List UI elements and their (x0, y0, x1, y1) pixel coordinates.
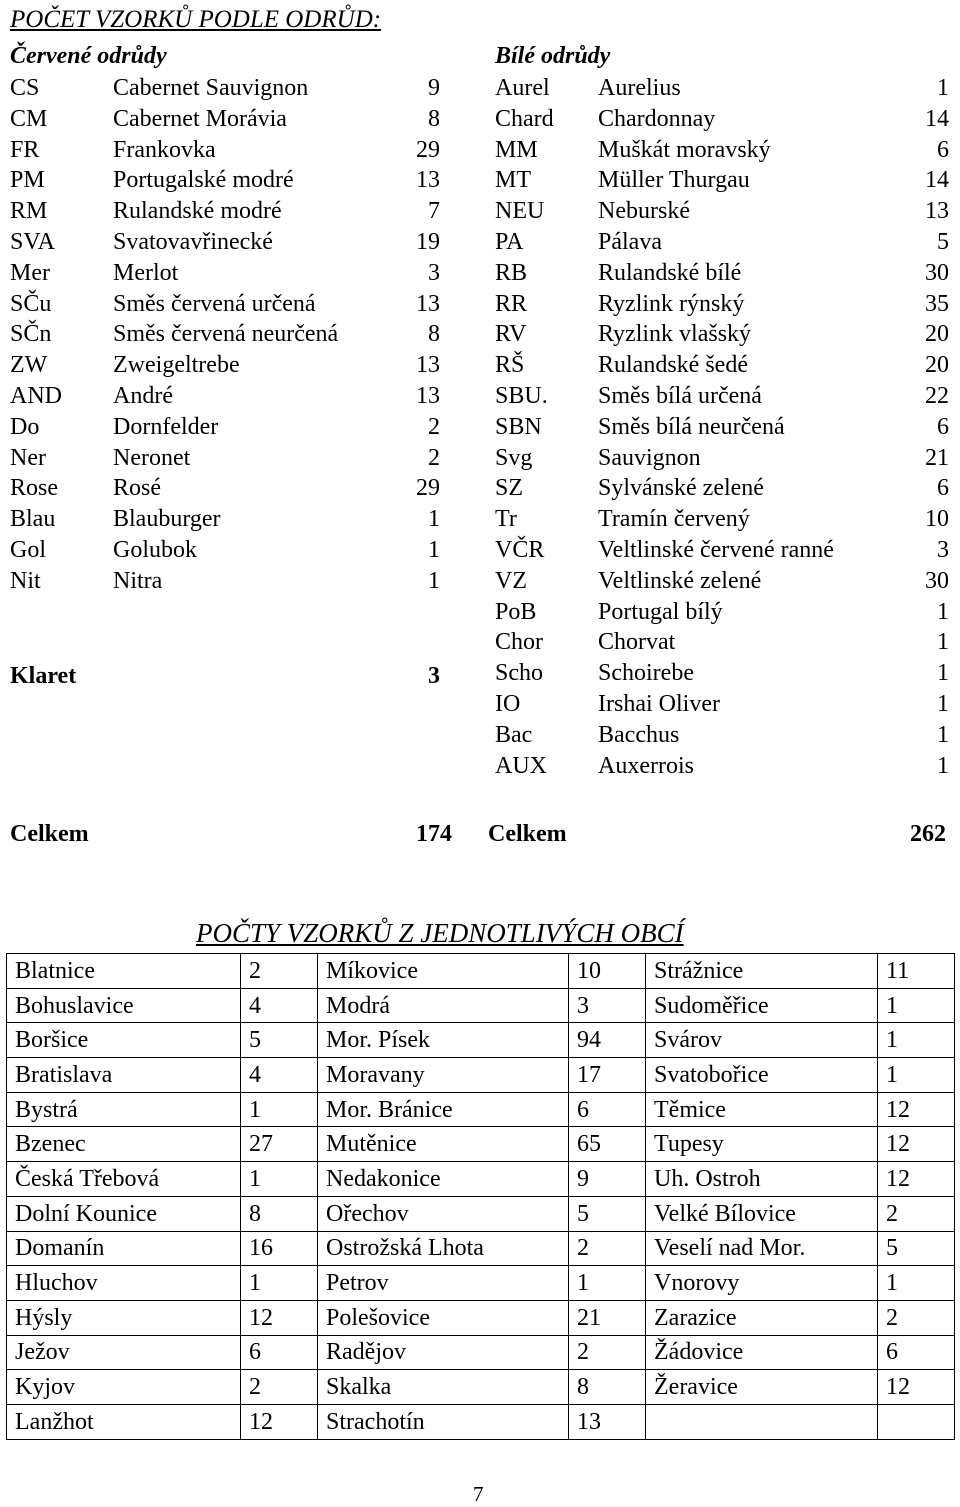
variety-count: 3 (937, 537, 949, 563)
municipality-name: Bratislava (7, 1058, 241, 1093)
municipality-name: Sudoměřice (646, 988, 878, 1023)
variety-row (495, 319, 949, 350)
municipality-count: 1 (878, 1023, 955, 1058)
variety-count: 13 (416, 352, 440, 379)
variety-count: 13 (925, 198, 949, 225)
variety-name: Auxerrois (598, 752, 694, 779)
variety-count: 30 (925, 567, 949, 594)
variety-name: Zweigeltrebe (113, 352, 240, 379)
municipality-name: Mor. Písek (318, 1023, 569, 1058)
variety-code: FR (10, 136, 40, 163)
varieties-title: POČET VZORKŮ PODLE ODRŮD: (10, 6, 382, 33)
variety-name: Nitra (113, 567, 163, 594)
variety-count: 13 (416, 290, 440, 317)
table-row (7, 1092, 955, 1127)
variety-code: SČn (10, 321, 52, 348)
municipality-name: Svatobořice (646, 1058, 878, 1093)
variety-code: Svg (495, 444, 533, 471)
variety-name: Muškát moravský (598, 136, 771, 163)
variety-count: 29 (416, 136, 440, 163)
municipality-name: Veselí nad Mor. (646, 1231, 878, 1266)
variety-code: PA (495, 229, 524, 255)
variety-row (495, 289, 949, 320)
table-row (7, 1127, 955, 1162)
variety-row (495, 627, 949, 658)
page-number: 7 (473, 1482, 484, 1506)
variety-row (495, 350, 949, 381)
variety-count: 1 (428, 506, 440, 533)
municipality-count: 1 (569, 1266, 646, 1301)
municipality-name: Míkovice (318, 954, 569, 989)
municipality-count: 12 (241, 1404, 318, 1439)
municipality-count: 2 (878, 1196, 955, 1231)
municipality-name: Moravany (318, 1058, 569, 1093)
municipality-name: Bzenec (7, 1127, 241, 1162)
variety-count: 5 (937, 229, 949, 255)
municipality-count: 8 (241, 1196, 318, 1231)
variety-code: CS (10, 75, 40, 101)
variety-code: PoB (495, 598, 537, 625)
variety-row (10, 73, 440, 104)
variety-row (10, 227, 440, 258)
variety-code: AUX (495, 752, 547, 779)
variety-row (495, 135, 949, 166)
municipality-count: 4 (241, 988, 318, 1023)
municipality-name: Skalka (318, 1370, 569, 1405)
municipality-name: Bystrá (7, 1092, 241, 1127)
variety-name: Rulandské šedé (598, 352, 748, 379)
table-row (7, 1404, 955, 1439)
variety-name: Směs bílá určená (598, 383, 762, 409)
variety-row (495, 227, 949, 258)
variety-code: MM (495, 136, 538, 163)
municipality-count: 21 (569, 1300, 646, 1335)
variety-code: Bac (495, 721, 533, 748)
table-row (7, 1335, 955, 1370)
variety-count: 8 (428, 105, 440, 132)
variety-name: Směs bílá neurčená (598, 413, 785, 440)
white-total-row (488, 819, 946, 850)
variety-name: Blauburger (113, 506, 221, 533)
variety-row (10, 504, 440, 535)
variety-row (495, 104, 949, 135)
red-total-row (10, 819, 452, 850)
municipality-count: 12 (878, 1370, 955, 1405)
variety-row (10, 381, 440, 412)
municipality-count: 12 (878, 1127, 955, 1162)
variety-count: 13 (416, 383, 440, 409)
variety-code: RM (10, 198, 48, 225)
variety-name: Ryzlink rýnský (598, 290, 745, 317)
variety-row (495, 381, 949, 412)
variety-row (495, 535, 949, 566)
variety-name: Rulandské modré (113, 198, 282, 225)
variety-name: Veltlinské červené ranné (598, 537, 834, 563)
variety-row (495, 73, 949, 104)
municipality-count: 5 (241, 1023, 318, 1058)
municipality-count: 13 (569, 1404, 646, 1439)
municipality-name: Domanín (7, 1231, 241, 1266)
municipality-count: 4 (241, 1058, 318, 1093)
white-total-value: 262 (910, 821, 946, 847)
variety-code: CM (10, 105, 48, 132)
municipality-name: Těmice (646, 1092, 878, 1127)
municipality-count: 1 (878, 1266, 955, 1301)
variety-code: Aurel (495, 75, 550, 101)
variety-row (10, 319, 440, 350)
variety-code: MT (495, 167, 531, 194)
variety-code: ZW (10, 352, 48, 379)
variety-code: SBN (495, 413, 542, 440)
variety-code: Blau (10, 506, 56, 533)
table-row (7, 1023, 955, 1058)
variety-name: Merlot (113, 259, 179, 286)
municipality-count: 17 (569, 1058, 646, 1093)
municipality-name: Modrá (318, 988, 569, 1023)
municipality-count: 2 (569, 1335, 646, 1370)
variety-count: 6 (937, 475, 949, 502)
municipality-count: 1 (878, 988, 955, 1023)
variety-code: Tr (495, 506, 517, 533)
variety-code: IO (495, 691, 521, 717)
variety-count: 13 (416, 167, 440, 194)
variety-row (10, 412, 440, 443)
variety-count: 9 (428, 75, 440, 101)
municipality-name: Strachotín (318, 1404, 569, 1439)
variety-count: 1 (937, 629, 949, 656)
variety-name: Veltlinské zelené (598, 567, 762, 594)
variety-row (495, 751, 949, 782)
variety-count: 7 (428, 198, 440, 225)
variety-name: Chorvat (598, 629, 676, 656)
municipality-count: 6 (569, 1092, 646, 1127)
variety-name: André (113, 383, 173, 409)
municipality-name: Mutěnice (318, 1127, 569, 1162)
variety-count: 20 (925, 321, 949, 348)
municipalities-title: POČTY VZORKŮ Z JEDNOTLIVÝCH OBCÍ (196, 918, 684, 948)
municipality-count: 3 (569, 988, 646, 1023)
variety-count: 2 (428, 413, 440, 440)
variety-count: 22 (925, 383, 949, 409)
variety-name: Cabernet Sauvignon (113, 75, 309, 101)
municipality-name: Ostrožská Lhota (318, 1231, 569, 1266)
variety-name: Neburské (598, 198, 690, 225)
municipality-name: Česká Třebová (7, 1162, 241, 1197)
table-row (7, 1266, 955, 1301)
municipality-count: 9 (569, 1162, 646, 1197)
variety-code: Scho (495, 660, 543, 687)
variety-row (10, 289, 440, 320)
municipality-name: Dolní Kounice (7, 1196, 241, 1231)
municipality-name: Vnorovy (646, 1266, 878, 1301)
variety-code: Chor (495, 629, 543, 656)
variety-name: Svatovavřinecké (113, 229, 273, 255)
variety-name: Dornfelder (113, 413, 219, 440)
variety-count: 14 (925, 105, 949, 132)
municipality-name: Tupesy (646, 1127, 878, 1162)
variety-code: RV (495, 321, 527, 348)
klaret-row (10, 661, 440, 692)
municipality-count: 1 (241, 1162, 318, 1197)
variety-row (10, 473, 440, 504)
klaret-label: Klaret (10, 663, 77, 689)
variety-row (495, 165, 949, 196)
variety-row (495, 258, 949, 289)
klaret-count: 3 (428, 663, 440, 689)
variety-count: 1 (428, 567, 440, 594)
municipality-name: Blatnice (7, 954, 241, 989)
municipality-count: 5 (878, 1231, 955, 1266)
variety-name: Bacchus (598, 721, 680, 748)
municipality-name: Lanžhot (7, 1404, 241, 1439)
variety-code: Chard (495, 105, 554, 132)
municipality-count: 5 (569, 1196, 646, 1231)
municipality-count: 1 (241, 1092, 318, 1127)
red-total-label: Celkem (10, 821, 89, 847)
variety-count: 1 (937, 598, 949, 625)
variety-name: Rulandské bílé (598, 259, 742, 286)
table-row (7, 954, 955, 989)
variety-count: 10 (925, 506, 949, 533)
variety-code: Mer (10, 259, 50, 286)
variety-count: 1 (937, 691, 949, 717)
variety-row (495, 412, 949, 443)
variety-name: Irshai Oliver (598, 691, 720, 717)
variety-code: VZ (495, 567, 527, 594)
variety-code: AND (10, 383, 62, 409)
variety-count: 6 (937, 413, 949, 440)
variety-count: 3 (428, 259, 440, 286)
variety-row (10, 350, 440, 381)
variety-name: Ryzlink vlašský (598, 321, 752, 348)
variety-name: Tramín červený (598, 506, 750, 533)
municipality-name: Svárov (646, 1023, 878, 1058)
variety-count: 1 (937, 752, 949, 779)
variety-row (10, 258, 440, 289)
variety-count: 30 (925, 259, 949, 286)
municipality-name: Nedakonice (318, 1162, 569, 1197)
municipality-name: Uh. Ostroh (646, 1162, 878, 1197)
variety-count: 6 (937, 136, 949, 163)
variety-name: Schoirebe (598, 660, 694, 687)
municipality-name: Ořechov (318, 1196, 569, 1231)
variety-code: RR (495, 290, 528, 317)
variety-name: Portugalské modré (113, 167, 294, 194)
municipality-count: 16 (241, 1231, 318, 1266)
municipality-count: 12 (241, 1300, 318, 1335)
variety-name: Rosé (113, 475, 161, 502)
municipality-name: Radějov (318, 1335, 569, 1370)
variety-count: 1 (937, 75, 949, 101)
table-row (7, 1196, 955, 1231)
table-row (7, 988, 955, 1023)
municipality-name: Ježov (7, 1335, 241, 1370)
variety-code: RB (495, 259, 528, 286)
municipality-count: 65 (569, 1127, 646, 1162)
variety-name: Směs červená určená (113, 290, 316, 317)
variety-name: Chardonnay (598, 105, 716, 132)
variety-code: Do (10, 413, 40, 440)
municipality-count: 12 (878, 1162, 955, 1197)
variety-code: PM (10, 167, 45, 194)
variety-row (495, 196, 949, 227)
variety-name: Sylvánské zelené (598, 475, 764, 502)
municipality-name: Hluchov (7, 1266, 241, 1301)
variety-row (495, 720, 949, 751)
municipality-name: Polešovice (318, 1300, 569, 1335)
municipality-count: 10 (569, 954, 646, 989)
municipality-name: Mor. Bránice (318, 1092, 569, 1127)
municipality-count: 6 (878, 1335, 955, 1370)
variety-count: 8 (428, 321, 440, 348)
variety-row (10, 196, 440, 227)
variety-row (10, 566, 440, 597)
variety-row (10, 535, 440, 566)
red-varieties-heading: Červené odrůdy (10, 43, 167, 69)
municipality-name: Žeravice (646, 1370, 878, 1405)
municipality-name: Strážnice (646, 954, 878, 989)
variety-row (10, 443, 440, 474)
variety-row (495, 504, 949, 535)
variety-row (10, 104, 440, 135)
table-row (7, 1058, 955, 1093)
variety-code: SVA (10, 229, 55, 255)
variety-count: 19 (416, 229, 440, 255)
variety-code: SBU. (495, 383, 548, 409)
variety-count: 14 (925, 167, 949, 194)
municipality-name: Kyjov (7, 1370, 241, 1405)
variety-name: Směs červená neurčená (113, 321, 339, 348)
municipality-count: 1 (878, 1058, 955, 1093)
variety-name: Müller Thurgau (598, 167, 750, 194)
variety-count: 2 (428, 444, 440, 471)
variety-name: Aurelius (598, 75, 681, 101)
municipality-count: 6 (241, 1335, 318, 1370)
variety-code: Ner (10, 444, 46, 471)
municipality-count: 2 (878, 1300, 955, 1335)
white-total-label: Celkem (488, 821, 567, 847)
variety-count: 1 (937, 721, 949, 748)
red-total-value: 174 (416, 821, 452, 847)
variety-name: Frankovka (113, 136, 216, 163)
variety-row (495, 689, 949, 720)
white-varieties-heading: Bílé odrůdy (495, 43, 611, 69)
municipality-count: 1 (241, 1266, 318, 1301)
municipalities-table (6, 953, 955, 1440)
variety-code: SZ (495, 475, 524, 502)
municipality-count: 2 (241, 1370, 318, 1405)
municipality-count: 2 (241, 954, 318, 989)
variety-row (495, 473, 949, 504)
variety-count: 29 (416, 475, 440, 502)
variety-name: Portugal bílý (598, 598, 723, 625)
variety-count: 1 (428, 537, 440, 563)
variety-row (495, 597, 949, 628)
municipality-name: Hýsly (7, 1300, 241, 1335)
variety-count: 21 (925, 444, 949, 471)
municipality-name (646, 1404, 878, 1439)
variety-row (495, 566, 949, 597)
variety-count: 1 (937, 660, 949, 687)
variety-count: 35 (925, 290, 949, 317)
variety-row (10, 165, 440, 196)
variety-code: Rose (10, 475, 58, 502)
variety-name: Golubok (113, 537, 197, 563)
table-row (7, 1231, 955, 1266)
variety-code: RŠ (495, 352, 525, 379)
variety-row (10, 135, 440, 166)
municipality-count (878, 1404, 955, 1439)
municipality-count: 27 (241, 1127, 318, 1162)
variety-code: Gol (10, 537, 46, 563)
table-row (7, 1370, 955, 1405)
municipality-name: Žádovice (646, 1335, 878, 1370)
municipality-name: Velké Bílovice (646, 1196, 878, 1231)
variety-name: Sauvignon (598, 444, 701, 471)
variety-count: 20 (925, 352, 949, 379)
variety-code: VČR (495, 537, 545, 563)
municipality-count: 2 (569, 1231, 646, 1266)
table-row (7, 1162, 955, 1197)
variety-code: SČu (10, 290, 52, 317)
municipality-count: 8 (569, 1370, 646, 1405)
table-row (7, 1300, 955, 1335)
variety-row (495, 443, 949, 474)
variety-name: Pálava (598, 229, 662, 255)
municipality-count: 94 (569, 1023, 646, 1058)
municipality-name: Boršice (7, 1023, 241, 1058)
municipality-name: Bohuslavice (7, 988, 241, 1023)
variety-name: Cabernet Morávia (113, 105, 287, 132)
variety-code: Nit (10, 567, 41, 594)
variety-name: Neronet (113, 444, 191, 471)
variety-row (495, 658, 949, 689)
municipality-count: 11 (878, 954, 955, 989)
municipality-name: Zarazice (646, 1300, 878, 1335)
variety-code: NEU (495, 198, 545, 225)
municipality-count: 12 (878, 1092, 955, 1127)
municipality-name: Petrov (318, 1266, 569, 1301)
